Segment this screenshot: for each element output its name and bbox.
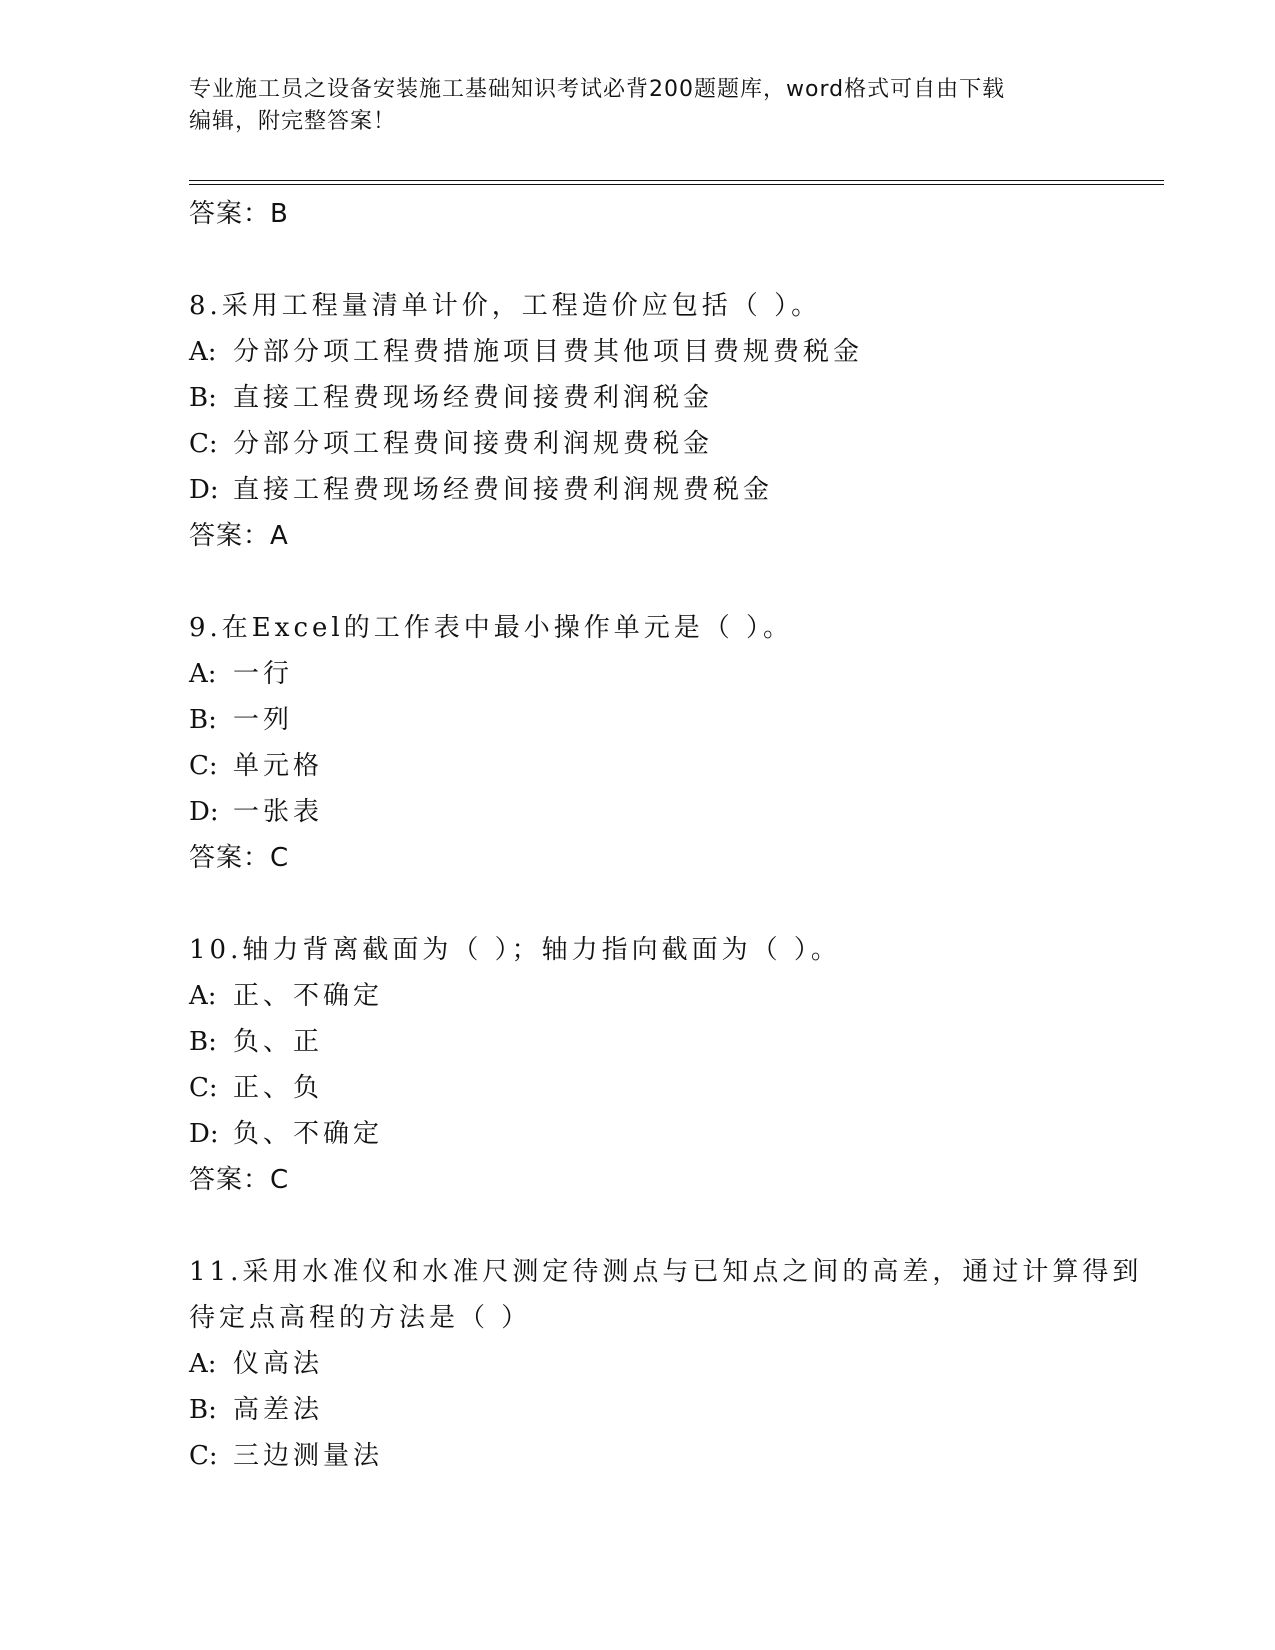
option-text: 仪高法 bbox=[233, 1349, 324, 1379]
answer-line: 答案：C bbox=[189, 1165, 290, 1195]
option-letter: D: bbox=[189, 1119, 219, 1149]
option-letter: C: bbox=[189, 429, 218, 459]
option-letter: A: bbox=[189, 981, 217, 1011]
option-text: 直接工程费现场经费间接费利润规费税金 bbox=[233, 475, 774, 505]
option-text: 三边测量法 bbox=[233, 1441, 384, 1471]
option-letter: A: bbox=[189, 337, 217, 367]
header-title-line-1: 专业施工员之设备安装施工基础知识考试必背200题题库，word格式可自由下载 bbox=[189, 77, 1006, 102]
option-item bbox=[189, 329, 1149, 375]
header-title-line-2: 编辑，附完整答案！ bbox=[189, 109, 397, 134]
option-text: 负、正 bbox=[233, 1027, 324, 1057]
option-item bbox=[189, 1111, 1149, 1157]
option-letter: D: bbox=[189, 797, 219, 827]
option-text: 一行 bbox=[233, 659, 294, 689]
question-text: 9.在Excel的工作表中最小操作单元是（ ）。 bbox=[189, 613, 793, 643]
option-text: 正、不确定 bbox=[233, 981, 384, 1011]
option-text: 分部分项工程费间接费利润规费税金 bbox=[233, 429, 714, 459]
header-divider-bottom bbox=[189, 184, 1164, 185]
option-letter: C: bbox=[189, 751, 218, 781]
option-letter: C: bbox=[189, 1073, 218, 1103]
option-item bbox=[189, 375, 1149, 421]
question-text: 10.轴力背离截面为（ ）；轴力指向截面为（ ）。 bbox=[189, 935, 841, 965]
option-text: 负、不确定 bbox=[233, 1119, 384, 1149]
header-divider-top bbox=[189, 180, 1164, 181]
option-item bbox=[189, 1065, 1149, 1111]
option-letter: B: bbox=[189, 383, 217, 413]
answer-line: 答案：C bbox=[189, 843, 290, 873]
option-item bbox=[189, 467, 1149, 513]
option-text: 分部分项工程费措施项目费其他项目费规费税金 bbox=[233, 337, 864, 367]
option-item bbox=[189, 421, 1149, 467]
answer-line: 答案：A bbox=[189, 521, 289, 551]
option-letter: B: bbox=[189, 1027, 217, 1057]
question-list bbox=[189, 191, 1149, 1479]
option-text: 一列 bbox=[233, 705, 294, 735]
option-item bbox=[189, 789, 1149, 835]
document-header bbox=[189, 74, 1089, 138]
option-text: 直接工程费现场经费间接费利润税金 bbox=[233, 383, 714, 413]
option-item bbox=[189, 973, 1149, 1019]
option-text: 高差法 bbox=[233, 1395, 324, 1425]
option-item bbox=[189, 697, 1149, 743]
option-item bbox=[189, 743, 1149, 789]
option-item bbox=[189, 1387, 1149, 1433]
option-item bbox=[189, 1433, 1149, 1479]
option-text: 正、负 bbox=[233, 1073, 324, 1103]
option-text: 单元格 bbox=[233, 751, 324, 781]
question-item bbox=[189, 605, 1149, 881]
option-item bbox=[189, 1019, 1149, 1065]
option-item bbox=[189, 1341, 1149, 1387]
question-text: 11.采用水准仪和水准尺测定待测点与已知点之间的高差，通过计算得到待定点高程的方法是（ ） bbox=[189, 1257, 1143, 1333]
option-letter: B: bbox=[189, 705, 217, 735]
question-item bbox=[189, 927, 1149, 1203]
answer-line: 答案：B bbox=[189, 199, 289, 229]
option-letter: D: bbox=[189, 475, 219, 505]
option-letter: A: bbox=[189, 659, 217, 689]
option-item bbox=[189, 651, 1149, 697]
option-letter: A: bbox=[189, 1349, 217, 1379]
question-item bbox=[189, 283, 1149, 559]
option-text: 一张表 bbox=[233, 797, 324, 827]
question-item bbox=[189, 1249, 1149, 1479]
option-letter: B: bbox=[189, 1395, 217, 1425]
option-letter: C: bbox=[189, 1441, 218, 1471]
question-text: 8.采用工程量清单计价，工程造价应包括（ ）。 bbox=[189, 291, 822, 321]
